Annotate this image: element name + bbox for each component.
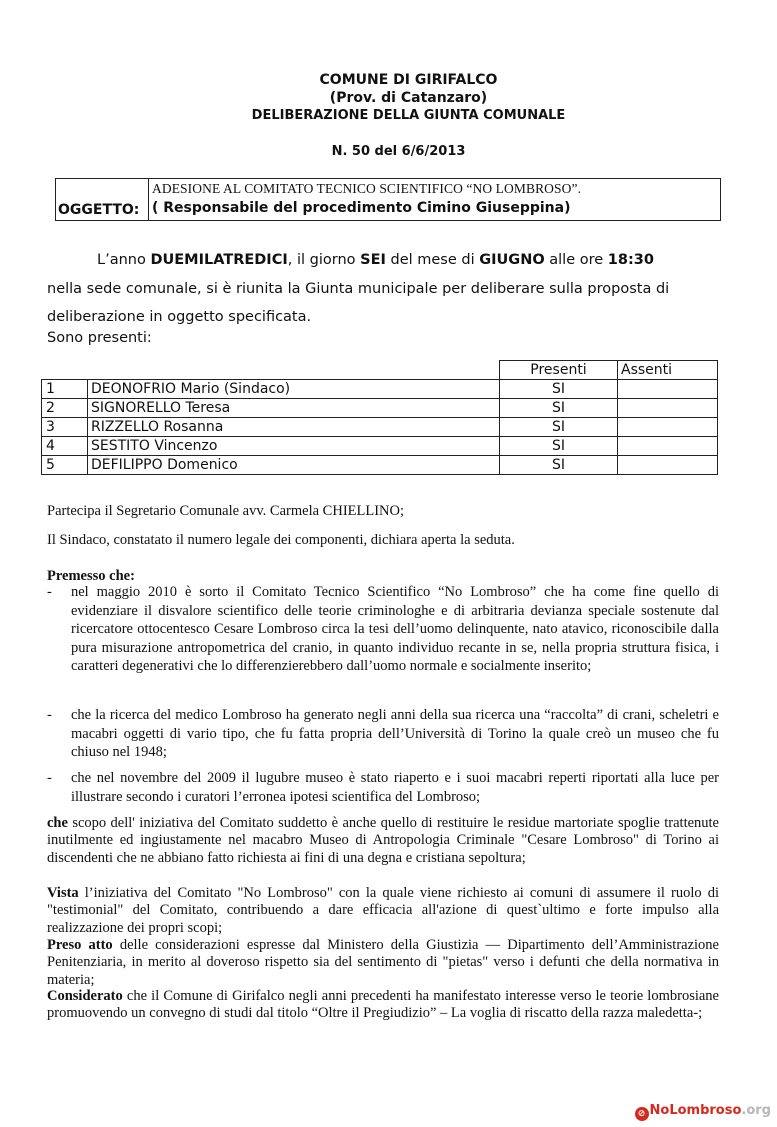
premesso-heading: Premesso che: xyxy=(47,568,135,584)
paragraph-che: che scopo dell' iniziativa del Comitato suddetto è anche quello di restituire le residue martoriate spoglie trattenute inutilmente ed ingiustamente nel macabro Museo di Antropologia Criminale "Cesare Lombroso" di Torino ai discendenti che ne abbiano fatto richiesta ai fini di una degna e cristiana sepoltura; xyxy=(47,815,719,866)
subject-label: OGGETTO: xyxy=(58,202,140,218)
column-assenti: Assenti xyxy=(618,361,718,380)
table-row: 2 SIGNORELLO Teresa SI xyxy=(42,399,718,418)
present-heading: Sono presenti: xyxy=(47,330,152,346)
attendance-header-row xyxy=(42,361,718,380)
no-lombroso-logo-icon: ⊘ xyxy=(635,1107,649,1121)
month: GIUGNO xyxy=(479,252,545,268)
table-row: 5 DEFILIPPO Domenico SI xyxy=(42,456,718,475)
table-row: 1 DEONOFRIO Mario (Sindaco) SI xyxy=(42,380,718,399)
subject-title: ADESIONE AL COMITATO TECNICO SCIENTIFICO “NO LOMBROSO”. xyxy=(152,181,582,196)
day: SEI xyxy=(360,252,386,268)
list-item: - nel maggio 2010 è sorto il Comitato Tecnico Scientifico “No Lombroso” che ha come fine quello di evidenziare il disvalore scientifico delle teorie criminologhe e di arbitraria devianza speciale sostenute dal ricercatore ottocentesco Cesare Lombroso circa la tesi dell’uomo delinquente, nato atavico, riconoscibile dalla pura misurazione antropometrica del cranio, in quanto individuo recante in se, nella propria struttura fisica, i caratteri degenerativi che lo differenzierebbero dall’uomo normale e socialmente inserito; xyxy=(47,584,719,675)
paragraph-vista: Vista l’iniziativa del Comitato "No Lombroso" con la quale viene richiesto ai comuni di assumere il ruolo di "testimonial" del Comitato, contribuendo a dare efficacia all'azione di quest`ultimo e forte impulso alla realizzazione dei propri scopi; xyxy=(47,885,719,936)
year: DUEMILATREDICI xyxy=(150,252,288,268)
subject-box xyxy=(55,178,721,221)
attendance-table xyxy=(41,360,718,475)
column-presenti: Presenti xyxy=(500,361,618,380)
table-row: 4 SESTITO Vincenzo SI xyxy=(42,437,718,456)
time: 18:30 xyxy=(607,252,654,268)
paragraph-considerato: Considerato che il Comune di Girifalco negli anni precedenti ha manifestato interesse verso le teorie lombrosiane promuovendo un convegno di studi dal titolo “Oltre il Pregiudizio” – La voglia di riscatto della razza maledetta-; xyxy=(47,988,719,1022)
watermark-logo: ⊘ NoLombroso.org xyxy=(635,1103,771,1121)
table-row: 3 RIZZELLO Rosanna SI xyxy=(42,418,718,437)
secretary-line: Partecipa il Segretario Comunale avv. Carmela CHIELLINO; xyxy=(47,503,405,519)
list-item: - che nel novembre del 2009 il lugubre museo è stato riaperto e i suoi macabri reperti riportati alla luce per illustrare secondo i curatori l’erronea ipotesi scientifica del Lombroso; xyxy=(47,770,719,805)
deliberation-number: N. 50 del 6/6/2013 xyxy=(331,144,466,159)
comune-title: COMUNE DI GIRIFALCO xyxy=(319,72,498,88)
mayor-line: Il Sindaco, constatato il numero legale dei componenti, dichiara aperta la seduta. xyxy=(47,532,515,548)
document-type-title: DELIBERAZIONE DELLA GIUNTA COMUNALE xyxy=(251,108,566,123)
paragraph-preso-atto: Preso atto delle considerazioni espresse dal Ministero della Giustizia — Dipartimento dell’Amministrazione Penitenziaria, in merito al doveroso rispetto sia del sentimento di "pietas" verso i defunti che della normativa in materia; xyxy=(47,937,719,988)
province-subtitle: (Prov. di Catanzaro) xyxy=(329,90,488,106)
intro-paragraph: L’anno DUEMILATREDICI, il giorno SEI del mese di GIUGNO alle ore 18:30 nella sede comunale, si è riunita la Giunta municipale per deliberare sulla proposta di deliberazione in oggetto specificata. xyxy=(47,252,670,325)
subject-responsible: ( Responsabile del procedimento Cimino Giuseppina) xyxy=(152,200,571,216)
list-item: - che la ricerca del medico Lombroso ha generato negli anni della sua ricerca una “raccolta” di crani, scheletri e macabri oggetti di vario tipo, che fu fatta propria dell’Università di Torino la quale creò un museo che fu chiuso nel 1948; xyxy=(47,707,719,761)
subject-label-cell xyxy=(56,179,149,220)
